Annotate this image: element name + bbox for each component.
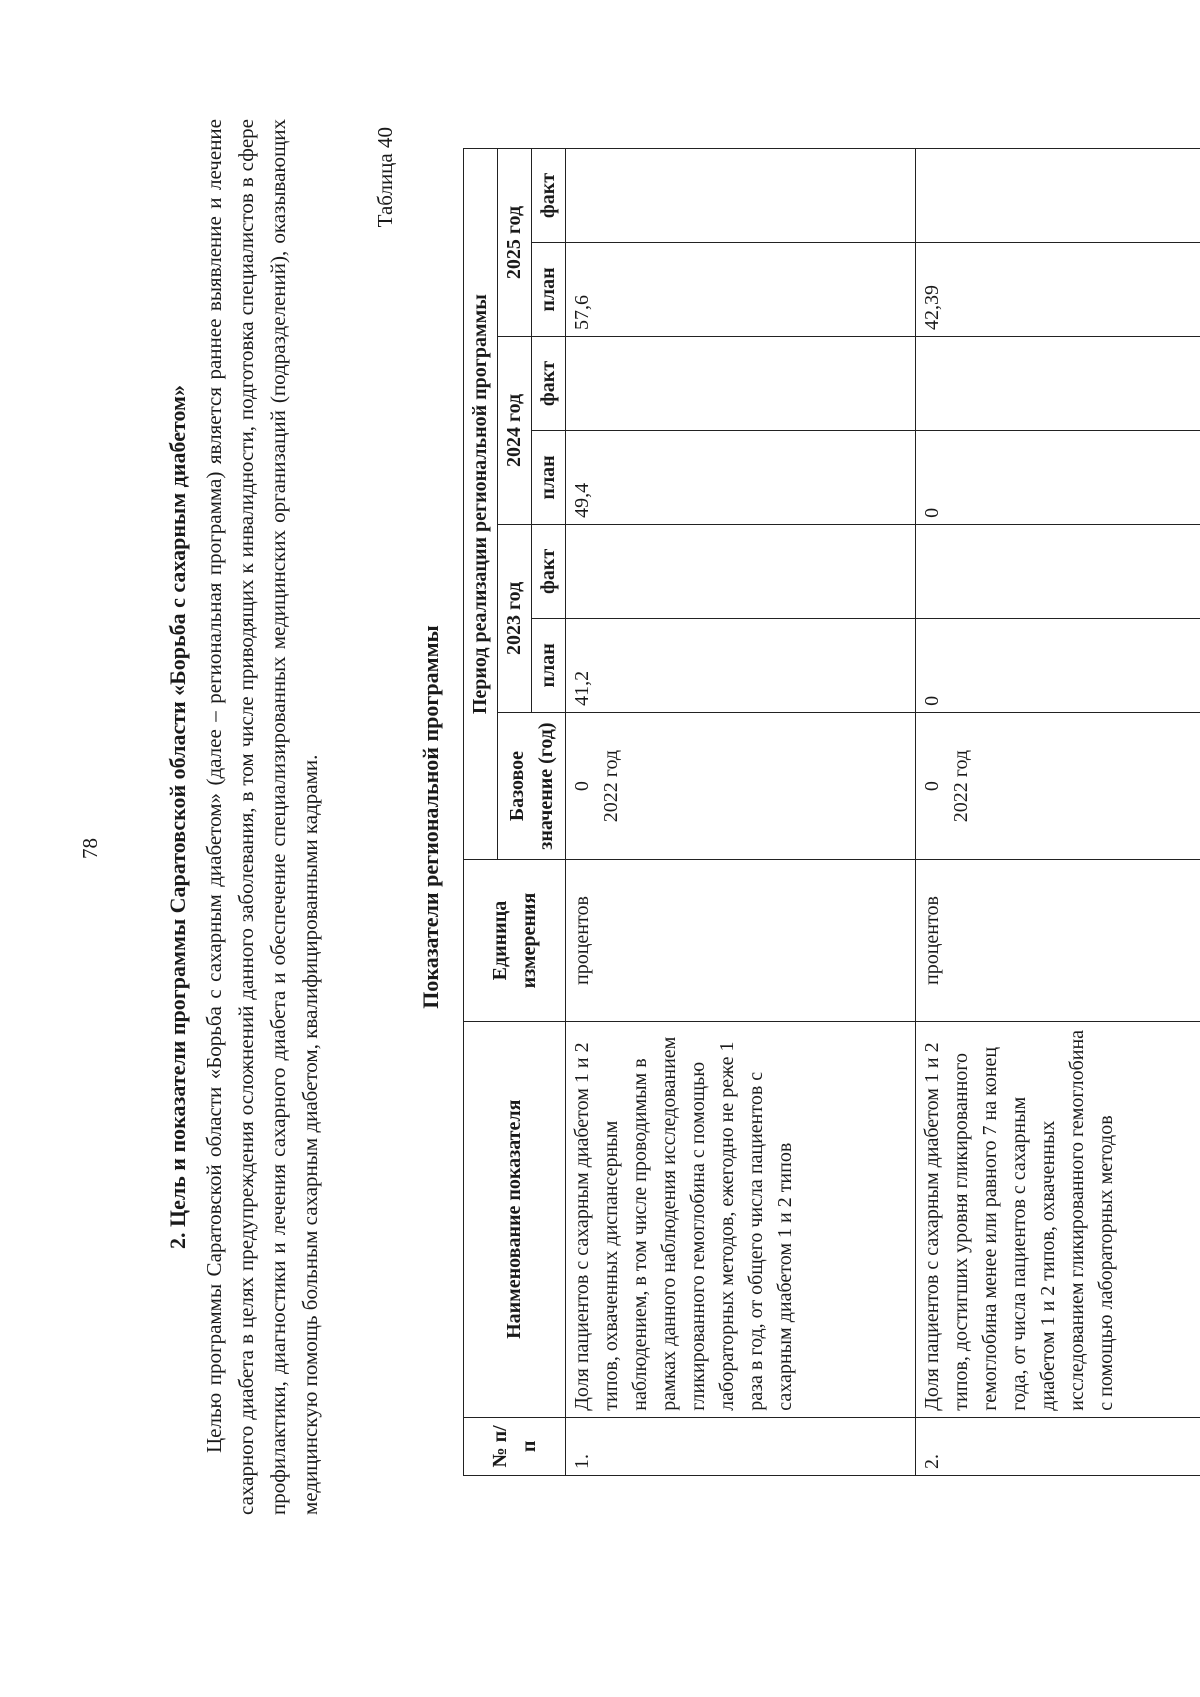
indicators-table: [463, 148, 1200, 1476]
header-2024: 2024 год: [498, 336, 532, 524]
base-value: 0: [921, 781, 943, 792]
header-plan-2024: план: [532, 430, 566, 524]
header-fact-2025: факт: [532, 149, 566, 243]
plan-2023-cell: 41,2: [566, 618, 916, 712]
base-value-cell: [916, 712, 1200, 859]
plan-2023-cell: 0: [916, 618, 1200, 712]
section-heading: 2. Цель и показатели программы Саратовской области «Борьба с сахарным диабетом»: [165, 384, 190, 1250]
plan-2025-cell: 42,39: [916, 243, 1200, 337]
base-value-cell: [566, 712, 916, 859]
base-year: 2022 год: [950, 749, 972, 823]
header-fact-2024: факт: [532, 336, 566, 430]
table-title: Показатели региональной программы: [418, 625, 443, 1009]
header-2025: 2025 год: [498, 149, 532, 337]
indicator-name: Доля пациентов с сахарным диабетом 1 и 2 типов, охваченных диспансерным наблюдением, в том числе проводимым в рамках данного наблюдения исследованием гликированного гемоглобина с помощью лабораторных методов, ежегодно не реже 1 раза в год, от общего числа пациентов с сахарным диабетом 1 и 2 типов: [566, 1021, 916, 1417]
plan-2024-cell: 49,4: [566, 430, 916, 524]
row-number: 2.: [916, 1417, 1200, 1475]
header-base: Базовое значение (год): [498, 712, 566, 859]
indicator-name: Доля пациентов с сахарным диабетом 1 и 2 типов, достигших уровня гликированного гемоглобина менее или равного 7 на конец года, от числа пациентов с сахарным диабетом 1 и 2 типов, охваченных исследованием гликированного гемоглобина с помощью лабораторных методов: [916, 1021, 1200, 1417]
header-name: Наименование показателя: [464, 1021, 566, 1417]
row-number: 1.: [566, 1417, 916, 1475]
header-fact-2023: факт: [532, 524, 566, 618]
fact-2023-cell: [916, 524, 1200, 618]
header-unit: Единица измерения: [464, 860, 566, 1021]
page-number: 78: [78, 838, 102, 859]
fact-2025-cell: [566, 149, 916, 243]
unit-cell: процентов: [566, 860, 916, 1021]
header-num: № п/п: [464, 1417, 566, 1475]
table-row: [916, 149, 1200, 1476]
fact-2024-cell: [916, 336, 1200, 430]
intro-paragraph-text: Целью программы Саратовской области «Борьба с сахарным диабетом» (далее – региональная программа) является раннее выявление и лечение сахарного диабета в целях предупреждения осложнений данного заболевания, в том числе приводящих к инвалидности, подготовка специалистов в сфере профилактики, диагностики и лечения сахарного диабета и обеспечение специализированных медицинских организаций (подразделений), оказывающих медицинскую помощь больным сахарным диабетом, квалифицированными кадрами.: [202, 119, 322, 1515]
base-value: 0: [571, 781, 593, 792]
intro-paragraph: [198, 119, 326, 1515]
unit-cell: процентов: [916, 860, 1200, 1021]
fact-2024-cell: [566, 336, 916, 430]
plan-2025-cell: 57,6: [566, 243, 916, 337]
header-period: Период реализации региональной программы: [464, 149, 498, 860]
table-row: [566, 149, 916, 1476]
fact-2023-cell: [566, 524, 916, 618]
header-plan-2025: план: [532, 243, 566, 337]
base-year: 2022 год: [600, 749, 622, 823]
plan-2024-cell: 0: [916, 430, 1200, 524]
header-plan-2023: план: [532, 618, 566, 712]
header-2023: 2023 год: [498, 524, 532, 712]
fact-2025-cell: [916, 149, 1200, 243]
table-number: Таблица 40: [373, 127, 397, 228]
